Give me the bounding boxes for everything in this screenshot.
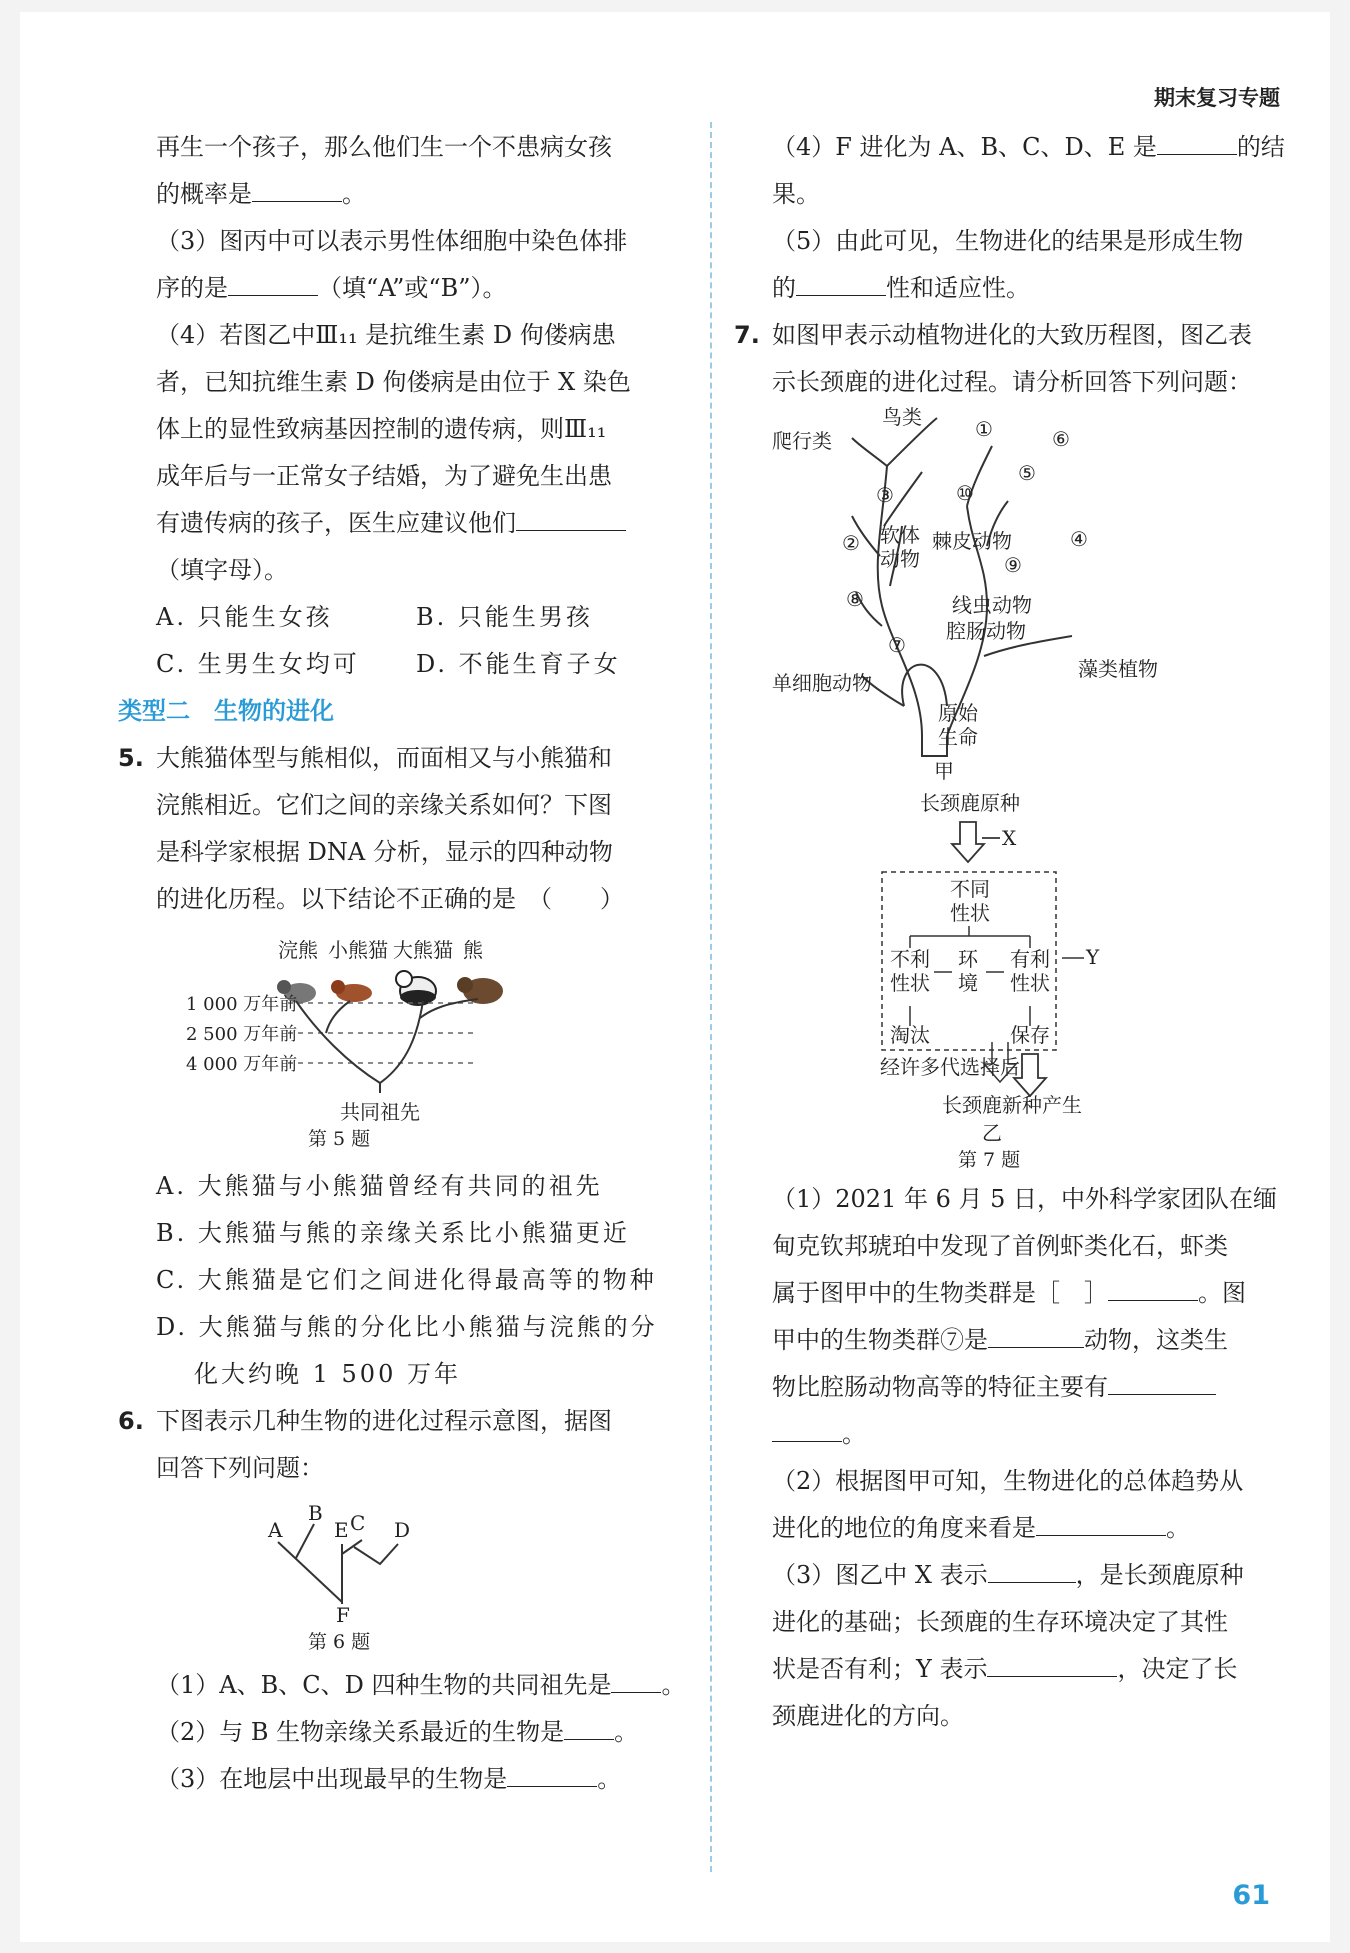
answer-blank[interactable] — [252, 171, 342, 202]
taxon-label: 线虫动物 — [952, 593, 1032, 617]
option: A. 大熊猫与小熊猫曾经有共同的祖先 — [156, 1172, 603, 1200]
question-5: 5. 大熊猫体型与熊相似，而面相又与小熊猫和 — [118, 744, 612, 772]
question-6: 6. 下图表示几种生物的进化过程示意图，据图 — [118, 1407, 612, 1435]
text-line: 者，已知抗维生素 D 佝偻病是由位于 X 染色 — [156, 368, 631, 396]
figure-label: 乙 — [982, 1121, 1002, 1145]
number-marker: ① — [975, 417, 993, 441]
taxon-label: 动物 — [880, 547, 920, 571]
text-line: （3）图乙中 X 表示 ，是长颈鹿原种 — [772, 1552, 1307, 1599]
svg-text:保存: 保存 — [1010, 1023, 1050, 1047]
option: B. 只能生男孩 — [416, 603, 593, 631]
text-line: 示长颈鹿的进化过程。请分析回答下列问题： — [772, 368, 1252, 396]
answer-blank[interactable] — [564, 1709, 614, 1740]
phylogeny-tree-5 — [118, 923, 688, 1163]
taxon-label: 腔肠动物 — [946, 619, 1026, 643]
answer-blank[interactable] — [1036, 1505, 1166, 1536]
option-row — [118, 641, 688, 688]
figure-caption: 第 6 题 — [308, 1631, 371, 1653]
answer-blank[interactable] — [1108, 1364, 1216, 1395]
text-line: （4）若图乙中Ⅲ₁₁ 是抗维生素 D 佝偻病患 — [156, 321, 616, 349]
text-line: 进化的地位的角度来看是 。 — [772, 1505, 1307, 1552]
svg-text:境: 境 — [958, 971, 978, 995]
taxon-label: 原始 — [938, 701, 978, 725]
section-title: 类型二 生物的进化 — [118, 697, 334, 725]
text-line: （3）图丙中可以表示男性体细胞中染色体排 — [156, 227, 628, 255]
svg-text:性状: 性状 — [1010, 971, 1050, 995]
animal-label: 浣熊 — [278, 938, 318, 962]
option: A. 只能生女孩 — [156, 603, 333, 631]
taxon-label: 藻类植物 — [1078, 657, 1158, 681]
node-label: B — [308, 1501, 323, 1525]
text-line: 体上的显性致病基因控制的遗传病，则Ⅲ₁₁ — [156, 415, 607, 443]
time-label: 1 000 万年前 — [186, 994, 298, 1015]
node-label: E — [334, 1518, 349, 1542]
text-line: 进化的基础；长颈鹿的生存环境决定了其性 — [772, 1608, 1228, 1636]
animal-label: 熊 — [463, 938, 483, 962]
answer-blank[interactable] — [1108, 1270, 1198, 1301]
taxon-label: 爬行类 — [772, 429, 832, 453]
option: 化大约晚 1 500 万年 — [194, 1360, 461, 1388]
text-line: （2）与 B 生物亲缘关系最近的生物是 。 — [118, 1709, 688, 1756]
time-label: 4 000 万年前 — [186, 1054, 298, 1075]
answer-blank[interactable] — [988, 1317, 1084, 1348]
number-marker: ② — [842, 531, 860, 555]
answer-blank[interactable] — [987, 1646, 1117, 1677]
node-label: A — [268, 1518, 283, 1542]
answer-blank[interactable] — [988, 1552, 1076, 1583]
taxon-label: 鸟类 — [882, 406, 922, 429]
text-line: 。 — [772, 1411, 1307, 1458]
taxon-label: 软体 — [880, 523, 920, 547]
figure-7 — [772, 406, 1307, 1176]
text-line: 属于图甲中的生物类群是［ ］ 。图 — [772, 1270, 1307, 1317]
answer-blank[interactable] — [507, 1756, 597, 1787]
text-line: 的概率是 。 — [118, 171, 688, 218]
text-line: 成年后与一正常女子结婚，为了避免生出患 — [156, 462, 612, 490]
answer-blank[interactable] — [611, 1662, 661, 1693]
node-label: F — [336, 1603, 350, 1627]
animal-label: 小熊猫 — [328, 938, 388, 962]
text-line: 物比腔肠动物高等的特征主要有 — [772, 1364, 1307, 1411]
taxon-label: 棘皮动物 — [932, 529, 1012, 553]
number-marker: ⑨ — [1004, 553, 1022, 577]
figure-6 — [118, 1492, 688, 1662]
number-marker: ③ — [876, 483, 894, 507]
left-column — [118, 124, 688, 1803]
answer-blank[interactable] — [228, 265, 318, 296]
red-panda-icon — [331, 980, 372, 1002]
text-line: 序的是 （填“A”或“B”）。 — [118, 265, 688, 312]
number-marker: ⑤ — [1018, 461, 1036, 485]
figure-caption: 第 7 题 — [958, 1149, 1021, 1171]
taxon-label: 生命 — [938, 725, 978, 749]
text-line: （2）根据图甲可知，生物进化的总体趋势从 — [772, 1467, 1244, 1495]
animal-label: 大熊猫 — [393, 938, 453, 962]
bear-icon — [457, 977, 503, 1004]
text-line: （3）在地层中出现最早的生物是 。 — [118, 1756, 688, 1803]
text-line: 回答下列问题： — [156, 1454, 324, 1482]
answer-blank[interactable] — [1157, 124, 1237, 155]
number-marker: ⑩ — [956, 481, 974, 505]
root-label: 共同祖先 — [340, 1100, 420, 1124]
page-number: 61 — [1232, 1880, 1270, 1911]
answer-blank[interactable] — [516, 500, 626, 531]
node-label: C — [350, 1511, 366, 1535]
svg-text:环: 环 — [958, 947, 978, 971]
text-line: 浣熊相近。它们之间的亲缘关系如何？下图 — [156, 791, 612, 819]
text-line: （1）2021 年 6 月 5 日，中外科学家团队在缅 — [772, 1185, 1278, 1213]
text-line: （1）A、B、C、D 四种生物的共同祖先是 。 — [118, 1662, 688, 1709]
node-label: D — [394, 1518, 411, 1542]
evolution-diagrams — [772, 406, 1307, 1176]
svg-text:性状: 性状 — [890, 971, 930, 995]
text-line: 的进化历程。以下结论不正确的是 （ ） — [156, 885, 624, 913]
svg-text:有利: 有利 — [1010, 947, 1050, 971]
y-label: Y — [1086, 945, 1100, 969]
text-line: 甸克钦邦琥珀中发现了首例虾类化石，虾类 — [772, 1232, 1228, 1260]
svg-text:不利: 不利 — [890, 947, 930, 971]
text-line: （5）由此可见，生物进化的结果是形成生物 — [772, 227, 1244, 255]
option: C. 生男生女均可 — [156, 650, 360, 678]
answer-blank[interactable] — [796, 265, 886, 296]
time-label: 2 500 万年前 — [186, 1024, 298, 1045]
svg-text:淘汰: 淘汰 — [890, 1023, 930, 1047]
text-line: 再生一个孩子，那么他们生一个不患病女孩 — [156, 133, 612, 161]
x-label: X — [1002, 826, 1017, 850]
text-line: 甲中的生物类群⑦是 动物，这类生 — [772, 1317, 1307, 1364]
column-divider — [710, 122, 712, 1872]
figure-label: 甲 — [934, 759, 954, 783]
option: B. 大熊猫与熊的亲缘关系比小熊猫更近 — [156, 1219, 630, 1247]
text-line: 的 性和适应性。 — [772, 265, 1307, 312]
option: D. 大熊猫与熊的分化比小熊猫与浣熊的分 — [156, 1313, 658, 1341]
taxon-label: 单细胞动物 — [772, 671, 872, 695]
text-line: 颈鹿进化的方向。 — [772, 1702, 964, 1730]
phylogeny-tree-6 — [118, 1492, 688, 1662]
figure-caption: 第 5 题 — [308, 1128, 371, 1150]
option-row — [118, 594, 688, 641]
number-marker: ⑥ — [1052, 427, 1070, 451]
option: C. 大熊猫是它们之间进化得最高等的物种 — [156, 1266, 657, 1294]
svg-text:不同: 不同 — [950, 877, 990, 901]
number-marker: ⑧ — [846, 587, 864, 611]
question-7: 7. 如图甲表示动植物进化的大致历程图，图乙表 — [734, 321, 1252, 349]
answer-blank[interactable] — [772, 1411, 842, 1442]
text-line: 状是否有利；Y 表示 ，决定了长 — [772, 1646, 1307, 1693]
svg-text:性状: 性状 — [950, 901, 990, 925]
option: D. 不能生育子女 — [416, 650, 621, 678]
flow-bottom: 长颈鹿新种产生 — [942, 1093, 1082, 1117]
number-marker: ④ — [1070, 527, 1088, 551]
figure-5 — [118, 923, 688, 1163]
right-column — [734, 124, 1307, 1740]
number-marker: ⑦ — [888, 633, 906, 657]
flow-top: 长颈鹿原种 — [920, 791, 1020, 815]
page — [20, 12, 1330, 1942]
page-header: 期末复习专题 — [1154, 86, 1280, 110]
giant-panda-icon — [396, 971, 436, 1005]
text-line: 有遗传病的孩子，医生应建议他们 — [118, 500, 688, 547]
text-line: （填字母）。 — [156, 556, 288, 584]
svg-text:经许多代选择后: 经许多代选择后 — [880, 1055, 1020, 1079]
text-line: （4）F 进化为 A、B、C、D、E 是 的结果。 — [772, 124, 1307, 218]
text-line: 是科学家根据 DNA 分析，显示的四种动物 — [156, 838, 613, 866]
